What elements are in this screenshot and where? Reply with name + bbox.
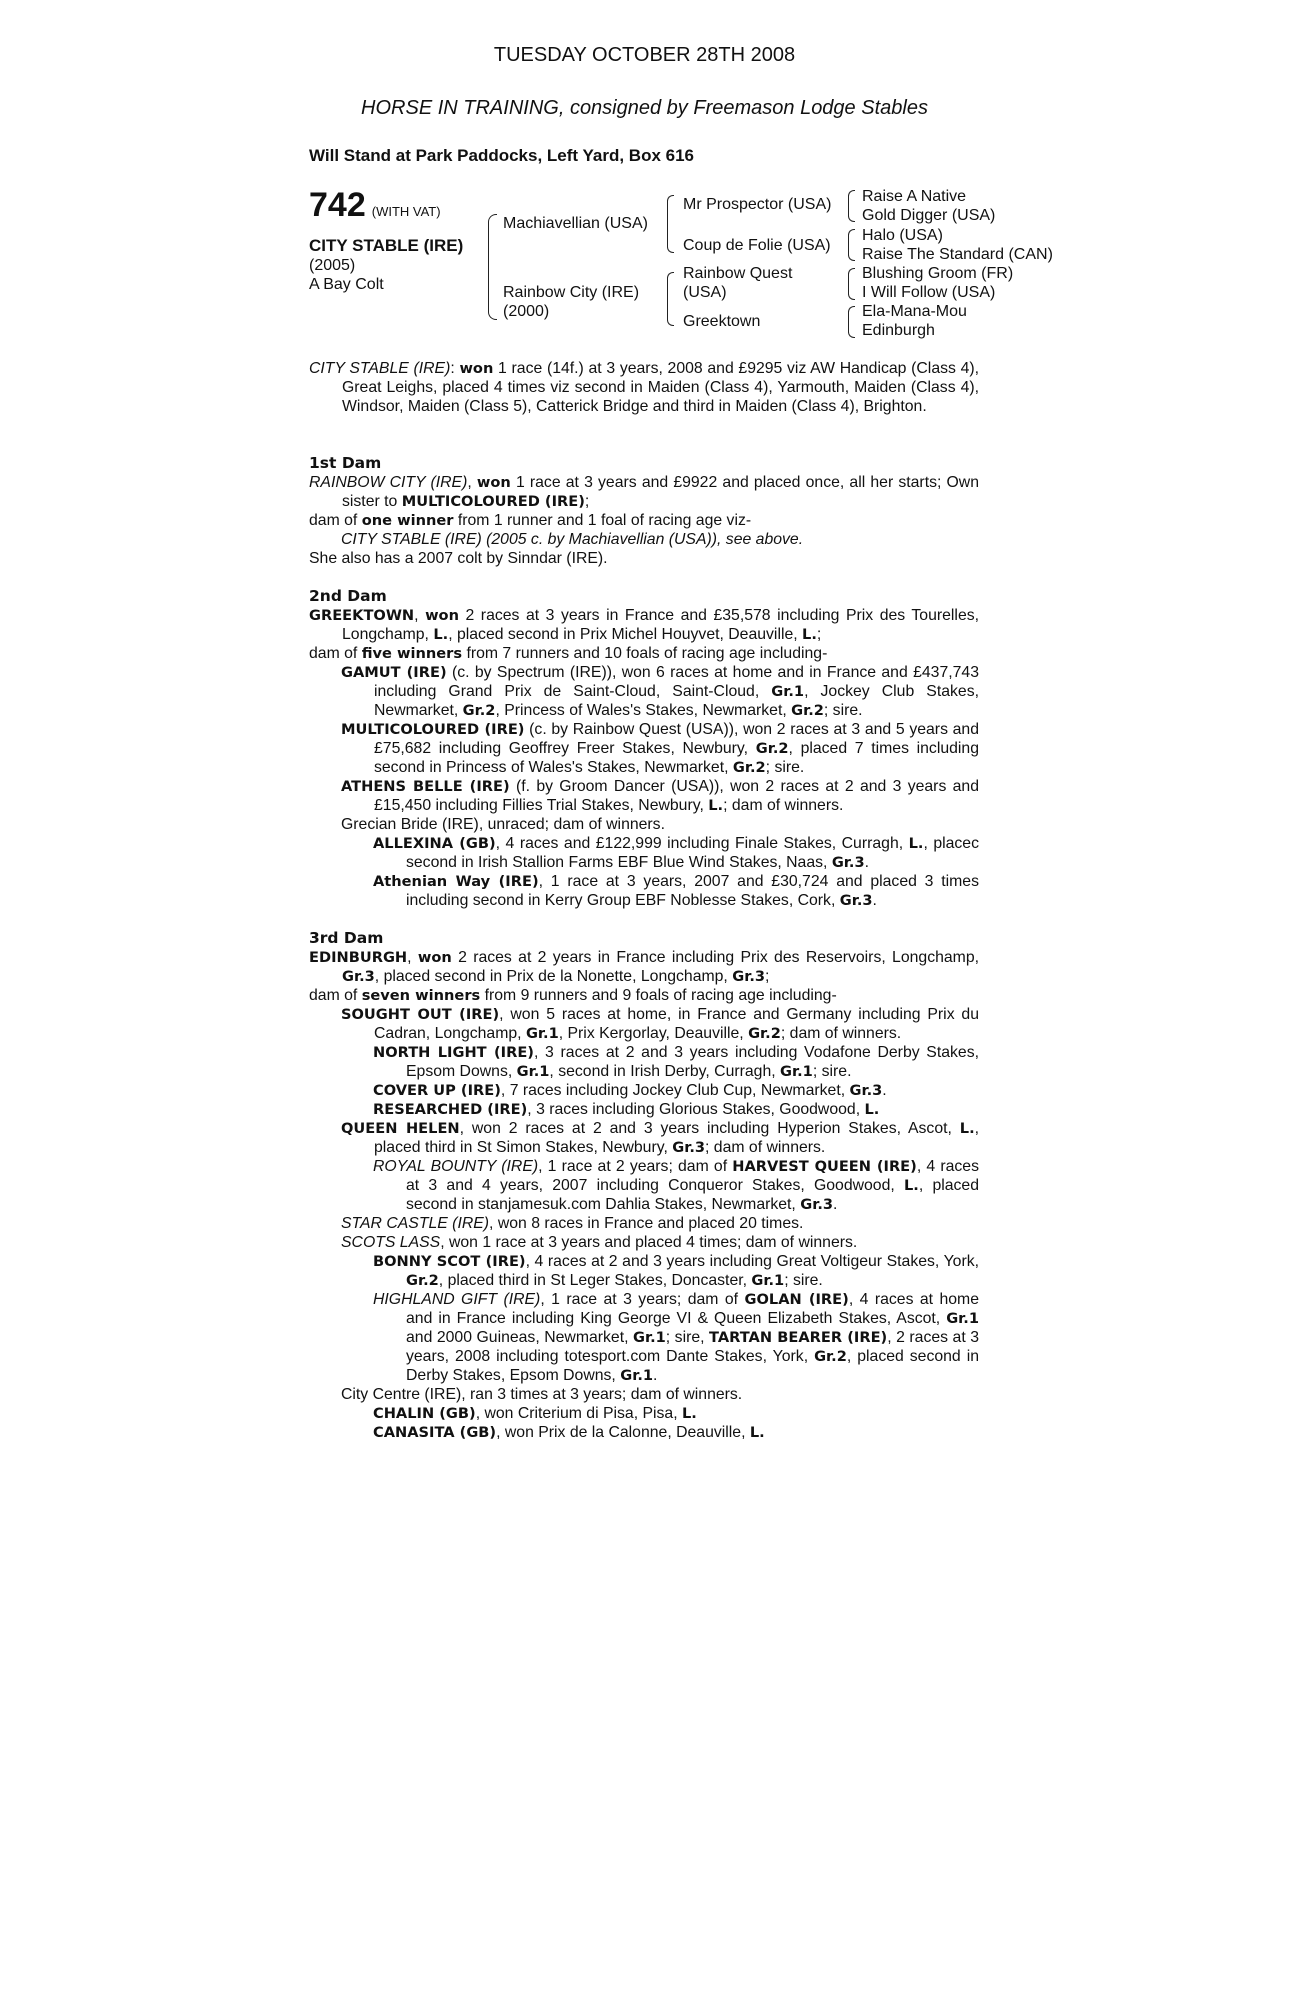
- grade: L.: [864, 1101, 880, 1118]
- text: ; sire.: [823, 702, 863, 719]
- grade: Gr.2: [791, 702, 824, 719]
- pedigree-brace-dd: [848, 306, 855, 338]
- punct: ,: [467, 474, 472, 491]
- punct: ,: [407, 949, 412, 966]
- text: ; sire.: [812, 1063, 852, 1080]
- pedigree-sss: Raise A Native: [862, 188, 967, 205]
- produce-entry: [309, 1100, 979, 1119]
- grade: Gr.3: [342, 968, 375, 985]
- text: .: [872, 892, 877, 909]
- dam-name: RAINBOW CITY (IRE): [309, 474, 468, 491]
- produce-entry: [309, 1404, 979, 1423]
- pedigree-ss: Mr Prospector (USA): [683, 196, 832, 213]
- dam-name: GREEKTOWN: [309, 607, 415, 624]
- grade: Gr.1: [525, 1025, 559, 1042]
- text: , won 1 race at 3 years and placed 4 times; dam of winners.: [440, 1234, 858, 1251]
- stand-location: Will Stand at Park Paddocks, Left Yard, Box 616: [309, 146, 694, 165]
- horse-name: HIGHLAND GIFT (IRE): [373, 1291, 541, 1308]
- grade: L.: [802, 626, 817, 643]
- pedigree-ssd: Gold Digger (USA): [862, 207, 996, 224]
- consignment-line: HORSE IN TRAINING, consigned by Freemason Lodge Stables: [361, 97, 928, 119]
- horse-name: CHALIN (GB): [373, 1405, 476, 1422]
- pedigree-brace-sire: [667, 195, 674, 253]
- grade: Gr.1: [620, 1367, 654, 1384]
- grade: L.: [959, 1120, 975, 1137]
- text: ; dam of winners.: [705, 1139, 826, 1156]
- punct: ,: [414, 607, 419, 624]
- text: dam of: [309, 987, 358, 1004]
- text: .: [882, 1082, 887, 1099]
- produce-entry: [309, 1119, 979, 1157]
- grade: Gr.1: [780, 1063, 813, 1080]
- second-dam-heading: 2nd Dam: [309, 587, 387, 605]
- text: , 2 races at 3 years, 2008 including totesport.com Dante Stakes, York,: [406, 1329, 979, 1365]
- produce-entry: [309, 1423, 979, 1442]
- horse-name: STAR CASTLE (IRE): [341, 1215, 490, 1232]
- text: , 4 races at 2 and 3 years including Great Voltigeur Stakes, York,: [525, 1253, 979, 1270]
- text: , 7 races including Jockey Club Cup, Newmarket,: [500, 1082, 846, 1099]
- text: , 4 races and £122,999 including Finale Stakes, Curragh,: [495, 835, 904, 852]
- text: .: [653, 1367, 658, 1384]
- text: , won 8 races in France and placed 20 times.: [489, 1215, 804, 1232]
- produce-entry: [309, 1214, 979, 1233]
- grade: Gr.3: [849, 1082, 883, 1099]
- text: from 9 runners and 9 foals of racing age including-: [484, 987, 837, 1004]
- grade: Gr.2: [462, 702, 496, 719]
- text: , Jockey Club Stakes, Newmarket,: [374, 683, 979, 719]
- horse-name: ROYAL BOUNTY (IRE): [373, 1158, 539, 1175]
- pedigree-brace-ss: [848, 190, 855, 222]
- produce-entry: City Centre (IRE), ran 3 times at 3 years; dam of winners.: [341, 1386, 743, 1403]
- text: , Princess of Wales's Stakes, Newmarket,: [495, 702, 787, 719]
- pedigree-ds-1: Rainbow Quest: [683, 265, 793, 282]
- pedigree-brace-main: [488, 214, 497, 320]
- dam-record: 1 race at 3 years and £9922 and placed once, all her starts; Own sister to: [342, 474, 980, 510]
- text: , 1 race at 3 years, 2007 and £30,724 and placed 3 times including second in Kerry Group EBF Noblesse Stakes, Cork,: [406, 873, 979, 909]
- text: , placed 7 times including second in Princess of Wales's Stakes, Newmarket,: [374, 740, 979, 776]
- first-dam-section: [309, 454, 979, 568]
- horse-name: SCOTS LASS: [341, 1234, 441, 1251]
- text: dam of: [309, 512, 358, 529]
- race-record-text: 1 race (14f.) at 3 years, 2008 and £9295 viz AW Handicap (Class 4), Great Leighs, placed 4 times viz second in Maiden (Class 4), Yarmouth, Maiden (Class 4), Windsor, Maiden (Class 5), Catterick Bridge and third in Maiden (Class 4), Brighton.: [342, 360, 980, 415]
- pedigree-dss: Blushing Groom (FR): [862, 265, 1014, 282]
- horse-name: CITY STABLE (IRE): [309, 236, 464, 255]
- pedigree-dd: Greektown: [683, 313, 761, 330]
- grade: L.: [904, 1177, 919, 1194]
- text: (f. by Groom Dancer (USA)), won 2 races at 2 and 3 years and £15,450 including Fillies Trial Stakes, Newbury,: [374, 778, 979, 814]
- text: .: [833, 1196, 838, 1213]
- text: ; dam of winners.: [780, 1025, 902, 1042]
- race-record: [309, 359, 979, 416]
- grade: Gr.1: [771, 683, 805, 700]
- text: ; dam of winners.: [723, 797, 844, 814]
- third-dam-section: [309, 929, 979, 1442]
- grade: Gr.3: [732, 968, 766, 985]
- produce-note: She also has a 2007 colt by Sinndar (IRE).: [309, 550, 608, 567]
- produce-entry: [309, 1005, 979, 1043]
- text: (c. by Rainbow Quest (USA)), won 2 races at 3 and 5 years and £75,682 including Geoffrey Freer Stakes, Newbury,: [374, 721, 980, 757]
- race-record-horse: CITY STABLE (IRE): [309, 360, 451, 377]
- text: and 2000 Guineas, Newmarket,: [406, 1329, 629, 1346]
- horse-name: SOUGHT OUT (IRE): [341, 1006, 500, 1023]
- grade: Gr.1: [946, 1310, 979, 1327]
- horse-year: (2005): [309, 257, 356, 274]
- pedigree-dam: Rainbow City (IRE): [503, 284, 640, 301]
- grade: Gr.1: [516, 1063, 550, 1080]
- horse-name: ATHENS BELLE (IRE): [341, 778, 510, 795]
- horse-name: BONNY SCOT (IRE): [373, 1253, 526, 1270]
- horse-name: CANASITA (GB): [373, 1424, 497, 1441]
- pedigree-sdd: Raise The Standard (CAN): [862, 246, 1053, 263]
- dam-name: EDINBURGH: [309, 949, 408, 966]
- grade: L.: [708, 797, 724, 814]
- produce-entry: [309, 834, 979, 872]
- winners-count: seven winners: [361, 987, 481, 1004]
- produce-entry: [309, 1233, 979, 1252]
- produce-entry: Grecian Bride (IRE), unraced; dam of winners.: [341, 816, 665, 833]
- text: , won 2 races at 2 and 3 years including Hyperion Stakes, Ascot,: [459, 1120, 952, 1137]
- grade: Gr.2: [748, 1025, 781, 1042]
- pedigree-dsd: I Will Follow (USA): [862, 284, 996, 301]
- produce-entry: [309, 1252, 979, 1290]
- text: , placed second in Prix Michel Houyvet, Deauville,: [448, 626, 798, 643]
- horse-name: TARTAN BEARER (IRE): [709, 1329, 888, 1346]
- text: , 1 race at 2 years; dam of: [538, 1158, 728, 1175]
- text: , 4 races at home and in France including King George VI & Queen Elizabeth Stakes, Ascot,: [406, 1291, 980, 1327]
- text: , 4 races at 3 and 4 years, 2007 including Conqueror Stakes, Goodwood,: [406, 1158, 979, 1194]
- horse-name: GAMUT (IRE): [341, 664, 447, 681]
- punct: ;: [584, 493, 590, 510]
- text: , Prix Kergorlay, Deauville,: [558, 1025, 744, 1042]
- text: .: [864, 854, 869, 871]
- sister-name: MULTICOLOURED (IRE): [401, 493, 585, 510]
- produce-entry: [309, 1290, 979, 1385]
- pedigree-brace-dam: [667, 272, 674, 326]
- text: , second in Irish Derby, Curragh,: [549, 1063, 776, 1080]
- grade: Gr.3: [831, 854, 865, 871]
- text: 2 races at 3 years in France and £35,578 including Prix des Tourelles, Longchamp,: [342, 607, 980, 643]
- horse-description: A Bay Colt: [309, 276, 384, 293]
- grade: Gr.1: [751, 1272, 785, 1289]
- text: 2 races at 2 years in France including Prix des Reservoirs, Longchamp,: [458, 949, 979, 966]
- produce-entry: [309, 1081, 979, 1100]
- grade: Gr.1: [632, 1329, 666, 1346]
- text: , placed third in St Leger Stakes, Doncaster,: [438, 1272, 748, 1289]
- produce-entry: CITY STABLE (IRE) (2005 c. by Machiavellian (USA)), see above.: [341, 531, 804, 548]
- lot-vat: (WITH VAT): [371, 204, 441, 219]
- text: , 3 races including Glorious Stakes, Goodwood,: [527, 1101, 861, 1118]
- text: , won Criterium di Pisa, Pisa,: [475, 1405, 678, 1422]
- pedigree-brace-ds: [848, 268, 855, 300]
- won-label: won: [417, 949, 452, 966]
- won-label: won: [425, 607, 459, 624]
- text: from 1 runner and 1 foal of racing age viz-: [457, 512, 752, 529]
- text: ; sire.: [765, 759, 805, 776]
- text: , placed second in stanjamesuk.com Dahlia Stakes, Newmarket,: [406, 1177, 980, 1213]
- horse-name: ALLEXINA (GB): [373, 835, 496, 852]
- sale-date: TUESDAY OCTOBER 28TH 2008: [493, 44, 796, 66]
- grade: Gr.2: [406, 1272, 439, 1289]
- text: (c. by Spectrum (IRE)), won 6 races at home and in France and £437,743 including Grand Prix de Saint-Cloud, Saint-Cloud,: [374, 664, 979, 700]
- won-label: won: [476, 474, 511, 491]
- grade: Gr.3: [839, 892, 873, 909]
- grade: Gr.2: [755, 740, 789, 757]
- punct: ;: [816, 626, 822, 643]
- pedigree-brace-sd: [848, 229, 855, 261]
- pedigree-sds: Halo (USA): [862, 227, 943, 244]
- winners-count: five winners: [361, 645, 463, 662]
- horse-name: QUEEN HELEN: [341, 1120, 460, 1137]
- text: , won Prix de la Calonne, Deauville,: [496, 1424, 746, 1441]
- text: , placed third in St Simon Stakes, Newbury,: [374, 1120, 979, 1156]
- grade: L.: [682, 1405, 697, 1422]
- text: ; sire.: [784, 1272, 823, 1289]
- text: ;: [765, 968, 770, 985]
- text: , placec second in Irish Stallion Farms EBF Blue Wind Stakes, Naas,: [406, 835, 979, 871]
- produce-entry: [309, 720, 979, 777]
- grade: Gr.3: [800, 1196, 834, 1213]
- text: dam of: [309, 645, 358, 662]
- horse-name: HARVEST QUEEN (IRE): [732, 1158, 917, 1175]
- third-dam-heading: 3rd Dam: [309, 929, 384, 947]
- horse-name: GOLAN (IRE): [744, 1291, 849, 1308]
- grade: Gr.3: [672, 1139, 706, 1156]
- pedigree-sire: Machiavellian (USA): [503, 215, 648, 232]
- lot-number-block: [309, 188, 441, 222]
- produce-entry: [309, 1043, 979, 1081]
- punct: :: [450, 360, 455, 377]
- lot-number: 742: [309, 186, 366, 224]
- horse-name: COVER UP (IRE): [373, 1082, 501, 1099]
- text: , 1 race at 3 years; dam of: [540, 1291, 739, 1308]
- won-label: won: [459, 360, 494, 377]
- pedigree-dds: Ela-Mana-Mou: [862, 303, 967, 320]
- produce-entry: [309, 872, 979, 910]
- horse-name: Athenian Way (IRE): [373, 873, 539, 890]
- horse-name: MULTICOLOURED (IRE): [341, 721, 525, 738]
- horse-name: RESEARCHED (IRE): [373, 1101, 528, 1118]
- pedigree-ddd: Edinburgh: [862, 322, 935, 339]
- produce-entry: [309, 777, 979, 815]
- grade: Gr.2: [814, 1348, 847, 1365]
- pedigree-ds-2: (USA): [683, 284, 727, 301]
- pedigree-sd: Coup de Folie (USA): [683, 237, 831, 254]
- pedigree-dam-year: (2000): [503, 303, 550, 320]
- grade: L.: [749, 1424, 765, 1441]
- horse-name: NORTH LIGHT (IRE): [373, 1044, 534, 1061]
- grade: L.: [433, 626, 449, 643]
- text: from 7 runners and 10 foals of racing age including-: [466, 645, 828, 662]
- first-dam-heading: 1st Dam: [309, 454, 382, 472]
- text: , placed second in Derby Stakes, Epsom Downs,: [406, 1348, 980, 1384]
- second-dam-section: [309, 587, 979, 910]
- grade: Gr.2: [732, 759, 766, 776]
- text: ; sire,: [665, 1329, 705, 1346]
- text: , placed second in Prix de la Nonette, Longchamp,: [374, 968, 728, 985]
- text: , 3 races at 2 and 3 years including Vodafone Derby Stakes, Epsom Downs,: [406, 1044, 979, 1080]
- produce-entry: [309, 1157, 979, 1214]
- grade: L.: [908, 835, 924, 852]
- winners-count: one winner: [361, 512, 454, 529]
- produce-entry: [309, 663, 979, 720]
- text: , won 5 races at home, in France and Germany including Prix du Cadran, Longchamp,: [374, 1006, 980, 1042]
